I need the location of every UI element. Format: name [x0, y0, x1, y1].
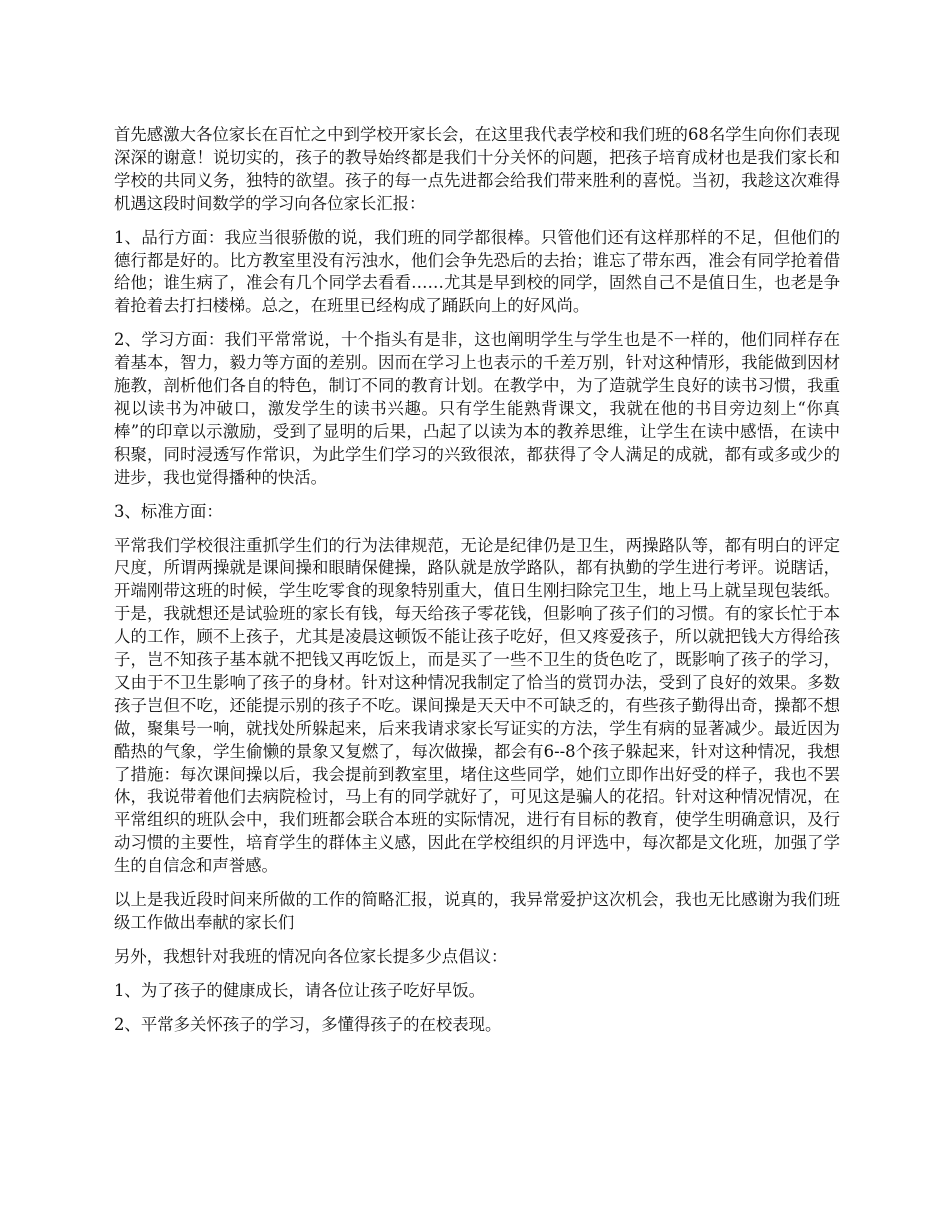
standards-paragraph: 平常我们学校很注重抓学生们的行为法律规范，无论是纪律仍是卫生，两操路队等，都有明白的评定尺度，所谓两操就是课间操和眼睛保健操，路队就是放学路队，都有执勤的学生进行考评。说瞎话，开端刚带这班的时候，学生吃零食的现象特别重大，值日生刚扫除完卫生，地上马上就呈现包装纸。于是，我就想还是试验班的家长有钱，每天给孩子零花钱，但影响了孩子们的习惯。有的家长忙于本人的工作，顾不上孩子，尤其是凌晨这顿饭不能让孩子吃好，但又疼爱孩子，所以就把钱大方得给孩子，岂不知孩子基本就不把钱又再吃饭上，而是买了一些不卫生的货色吃了，既影响了孩子的学习，又由于不卫生影响了孩子的身材。针对这种情况我制定了恰当的赏罚办法，受到了良好的效果。多数孩子岂但不吃，还能提示别的孩子不吃。课间操是天天中不可缺乏的，有些孩子勤得出奇，操都不想做，聚集号一响，就找处所躲起来，后来我请求家长写证实的方法，学生有病的显著减少。最近因为酷热的气象，学生偷懒的景象又复燃了，每次做操，都会有6--8个孩子躲起来，针对这种情况，我想了措施：每次课间操以后，我会提前到教室里，堵住这些同学，她们立即作出好受的样子，我也不罢休，我说带着他们去病院检讨，马上有的同学就好了，可见这是骗人的花招。针对这种情况情况，在平常组织的班队会中，我们班都会联合本班的实际情况，进行有目标的教育，使学生明确意识，及行动习惯的主要性，培育学生的群体主义感，因此在学校组织的月评选中，每次都是文化班，加强了学生的自信念和声誉感。 [114, 535, 840, 876]
suggestion-item-1: 1、为了孩子的健康成长，请各位让孩子吃好早饭。 [114, 980, 486, 1000]
suggestions-intro: 另外，我想针对我班的情况向各位家长提多少点倡议： [114, 946, 508, 966]
document-body [114, 124, 840, 1048]
intro-paragraph: 首先感激大各位家长在百忙之中到学校开家长会，在这里我代表学校和我们班的68名学生向你们表现深深的谢意！说切实的，孩子的教导始终都是我们十分关怀的问题，把孩子培育成材也是我们家长和学校的共同义务，独特的欲望。孩子的每一点先进都会给我们带来胜利的喜悦。当初，我趁这次难得机遇这段时间数学的学习向各位家长汇报： [114, 125, 840, 213]
conduct-paragraph: 1、品行方面：我应当很骄傲的说，我们班的同学都很棒。只管他们还有这样那样的不足，但他们的德行都是好的。比方教室里没有污浊水，他们会争先恐后的去抬；谁忘了带东西，准会有同学抢着借给他；谁生病了，准会有几个同学去看看……尤其是早到校的同学，固然自己不是值日生，也老是争着抢着去打扫楼梯。总之，在班里已经构成了踊跃向上的好风尚。 [114, 227, 840, 316]
suggestion-item-2: 2、平常多关怀孩子的学习，多懂得孩子的在校表现。 [114, 1014, 502, 1034]
study-paragraph: 2、学习方面：我们平常常说，十个指头有是非，这也阐明学生与学生也是不一样的，他们同样存在着基本，智力，毅力等方面的差别。因而在学习上也表示的千差万别，针对这种情形，我能做到因材施教，剖析他们各自的特色，制订不同的教育计划。在教学中，为了造就学生良好的读书习惯，我重视以读书为冲破口，激发学生的读书兴趣。只有学生能熟背课文，我就在他的书目旁边刻上“你真棒”的印章以示激励，受到了显明的后果，凸起了以读为本的教养思维，让学生在读中感悟，在读中积聚，同时浸透写作常识，为此学生们学习的兴致很浓，都获得了令人满足的成就，都有或多或少的进步，我也觉得播种的快活。 [114, 330, 840, 487]
summary-paragraph: 以上是我近段时间来所做的工作的简略汇报，说真的，我异常爱护这次机会，我也无比感谢为我们班级工作做出奉献的家长们 [114, 890, 840, 932]
standards-heading: 3、标准方面： [114, 501, 223, 521]
